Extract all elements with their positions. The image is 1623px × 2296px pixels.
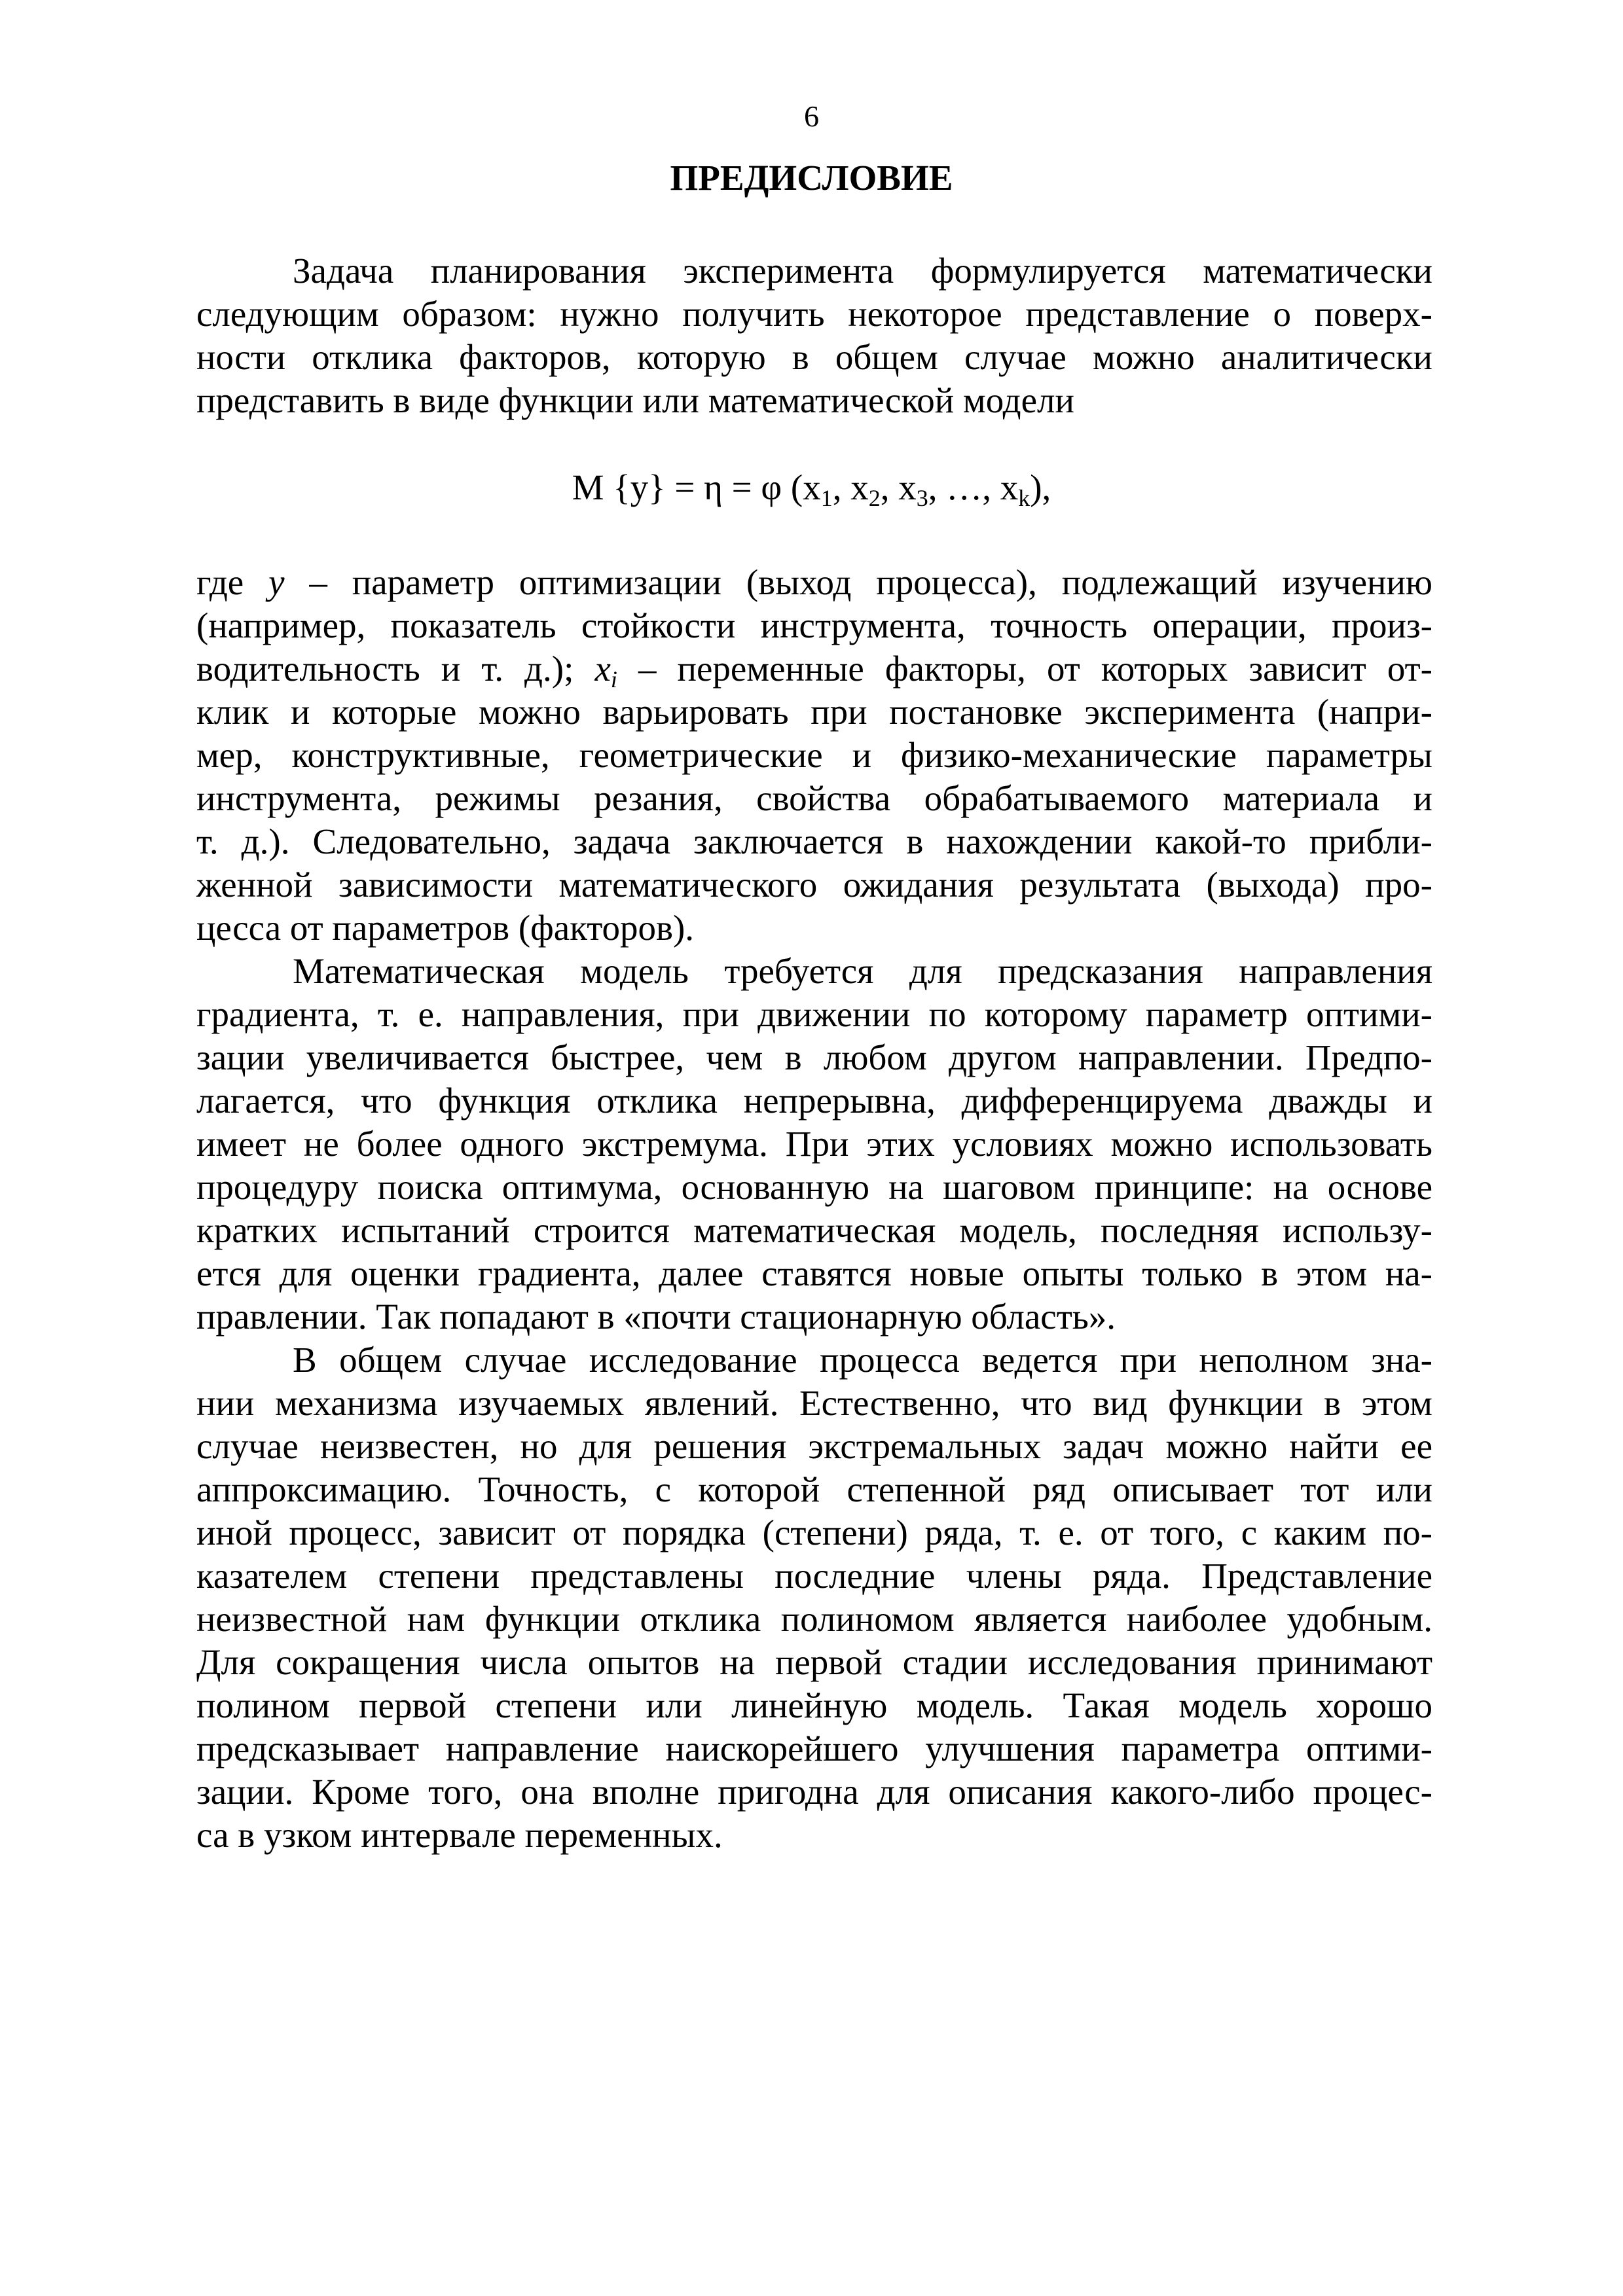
section-title: ПРЕДИСЛОВИЕ [670, 158, 953, 198]
formula-subscript: 2 [868, 485, 881, 511]
text-line: ется для оценки градиента, далее ставятся новые опыты только в этом на- [196, 1253, 1432, 1293]
text-line: неизвестной нам функции отклика полиномом является наиболее удобным. [196, 1599, 1432, 1639]
text-line: правлении. Так попадают в «почти стационарную область». [196, 1297, 1116, 1336]
formula-math-model [0, 465, 1623, 511]
text-line: В общем случае исследование процесса ведется при неполном зна- [293, 1340, 1432, 1380]
text-segment: – переменные факторы, от которых зависит от- [617, 649, 1432, 689]
text-line: случае неизвестен, но для решения экстремальных задач можно найти ее [196, 1426, 1432, 1466]
text-line: имеет не более одного экстремума. При этих условиях можно использовать [196, 1124, 1432, 1164]
formula-subscript: k [1018, 485, 1030, 511]
text-line: аппроксимацию. Точность, с которой степенной ряд описывает тот или [196, 1469, 1432, 1509]
text-line: женной зависимости математического ожидания результата (выхода) про- [196, 865, 1432, 905]
formula-subscript: 3 [916, 485, 928, 511]
formula-subscript: 1 [820, 485, 833, 511]
text-segment: где [196, 562, 269, 602]
text-line: мер, конструктивные, геометрические и физико-механические параметры [196, 735, 1432, 775]
text-line: инструмента, режимы резания, свойства обрабатываемого материала и [196, 778, 1432, 818]
formula-tail: ), [1030, 467, 1051, 507]
text-line: (например, показатель стойкости инструмента, точность операции, произ- [196, 605, 1432, 645]
formula-lhs: M {y} = η = φ (x [572, 467, 821, 507]
formula-separator: , x [880, 467, 917, 507]
variable-x: x [594, 649, 611, 689]
variable-y: y [268, 562, 285, 602]
text-line: цесса от параметров (факторов). [196, 908, 695, 948]
variable-xi [594, 649, 617, 692]
text-line: Для сокращения числа опытов на первой стадии исследования принимают [196, 1642, 1432, 1682]
text-line: лагается, что функция отклика непрерывна, дифференцируема дважды и [196, 1081, 1432, 1121]
text-line: градиента, т. е. направления, при движении по которому параметр оптими- [196, 994, 1432, 1034]
formula-separator: , …, x [928, 467, 1019, 507]
text-line: кратких испытаний строится математическая модель, последняя использу- [196, 1210, 1432, 1250]
text-line: полином первой степени или линейную модель. Такая модель хорошо [196, 1685, 1432, 1725]
text-line: зации. Кроме того, она вполне пригодна для описания какого-либо процес- [196, 1772, 1432, 1812]
text-segment: водительность и т. д.); [196, 649, 595, 689]
text-line: предсказывает направление наискорейшего улучшения параметра оптими- [196, 1729, 1432, 1768]
formula-separator: , x [832, 467, 869, 507]
text-line: ности отклика факторов, которую в общем случае можно аналитически [196, 337, 1432, 377]
text-line: иной процесс, зависит от порядка (степени) ряда, т. е. от того, с каким по- [196, 1513, 1432, 1552]
variable-subscript-i: i [610, 666, 617, 692]
text-line: нии механизма изучаемых явлений. Естественно, что вид функции в этом [196, 1383, 1432, 1423]
text-line: клик и которые можно варьировать при постановке эксперимента (напри- [196, 692, 1432, 732]
text-line: Математическая модель требуется для предсказания направления [293, 951, 1432, 991]
text-line: Задача планирования эксперимента формулируется математически [293, 251, 1432, 291]
text-line: казателем степени представлены последние члены ряда. Представление [196, 1556, 1432, 1596]
text-line: т. д.). Следовательно, задача заключается в нахождении какой-то прибли- [196, 821, 1432, 861]
text-line: процедуру поиска оптимума, основанную на шаговом принципе: на основе [196, 1167, 1432, 1207]
text-line: са в узком интервале переменных. [196, 1815, 723, 1855]
page-number: 6 [804, 99, 819, 133]
text-line: зации увеличивается быстрее, чем в любом другом направлении. Предпо- [196, 1037, 1432, 1077]
text-segment: – параметр оптимизации (выход процесса), подлежащий изучению [284, 562, 1433, 602]
text-line: следующим образом: нужно получить некоторое представление о поверх- [196, 294, 1432, 334]
text-line [196, 648, 1432, 690]
text-line: представить в виде функции или математической модели [196, 380, 1074, 420]
text-line [196, 562, 1432, 603]
